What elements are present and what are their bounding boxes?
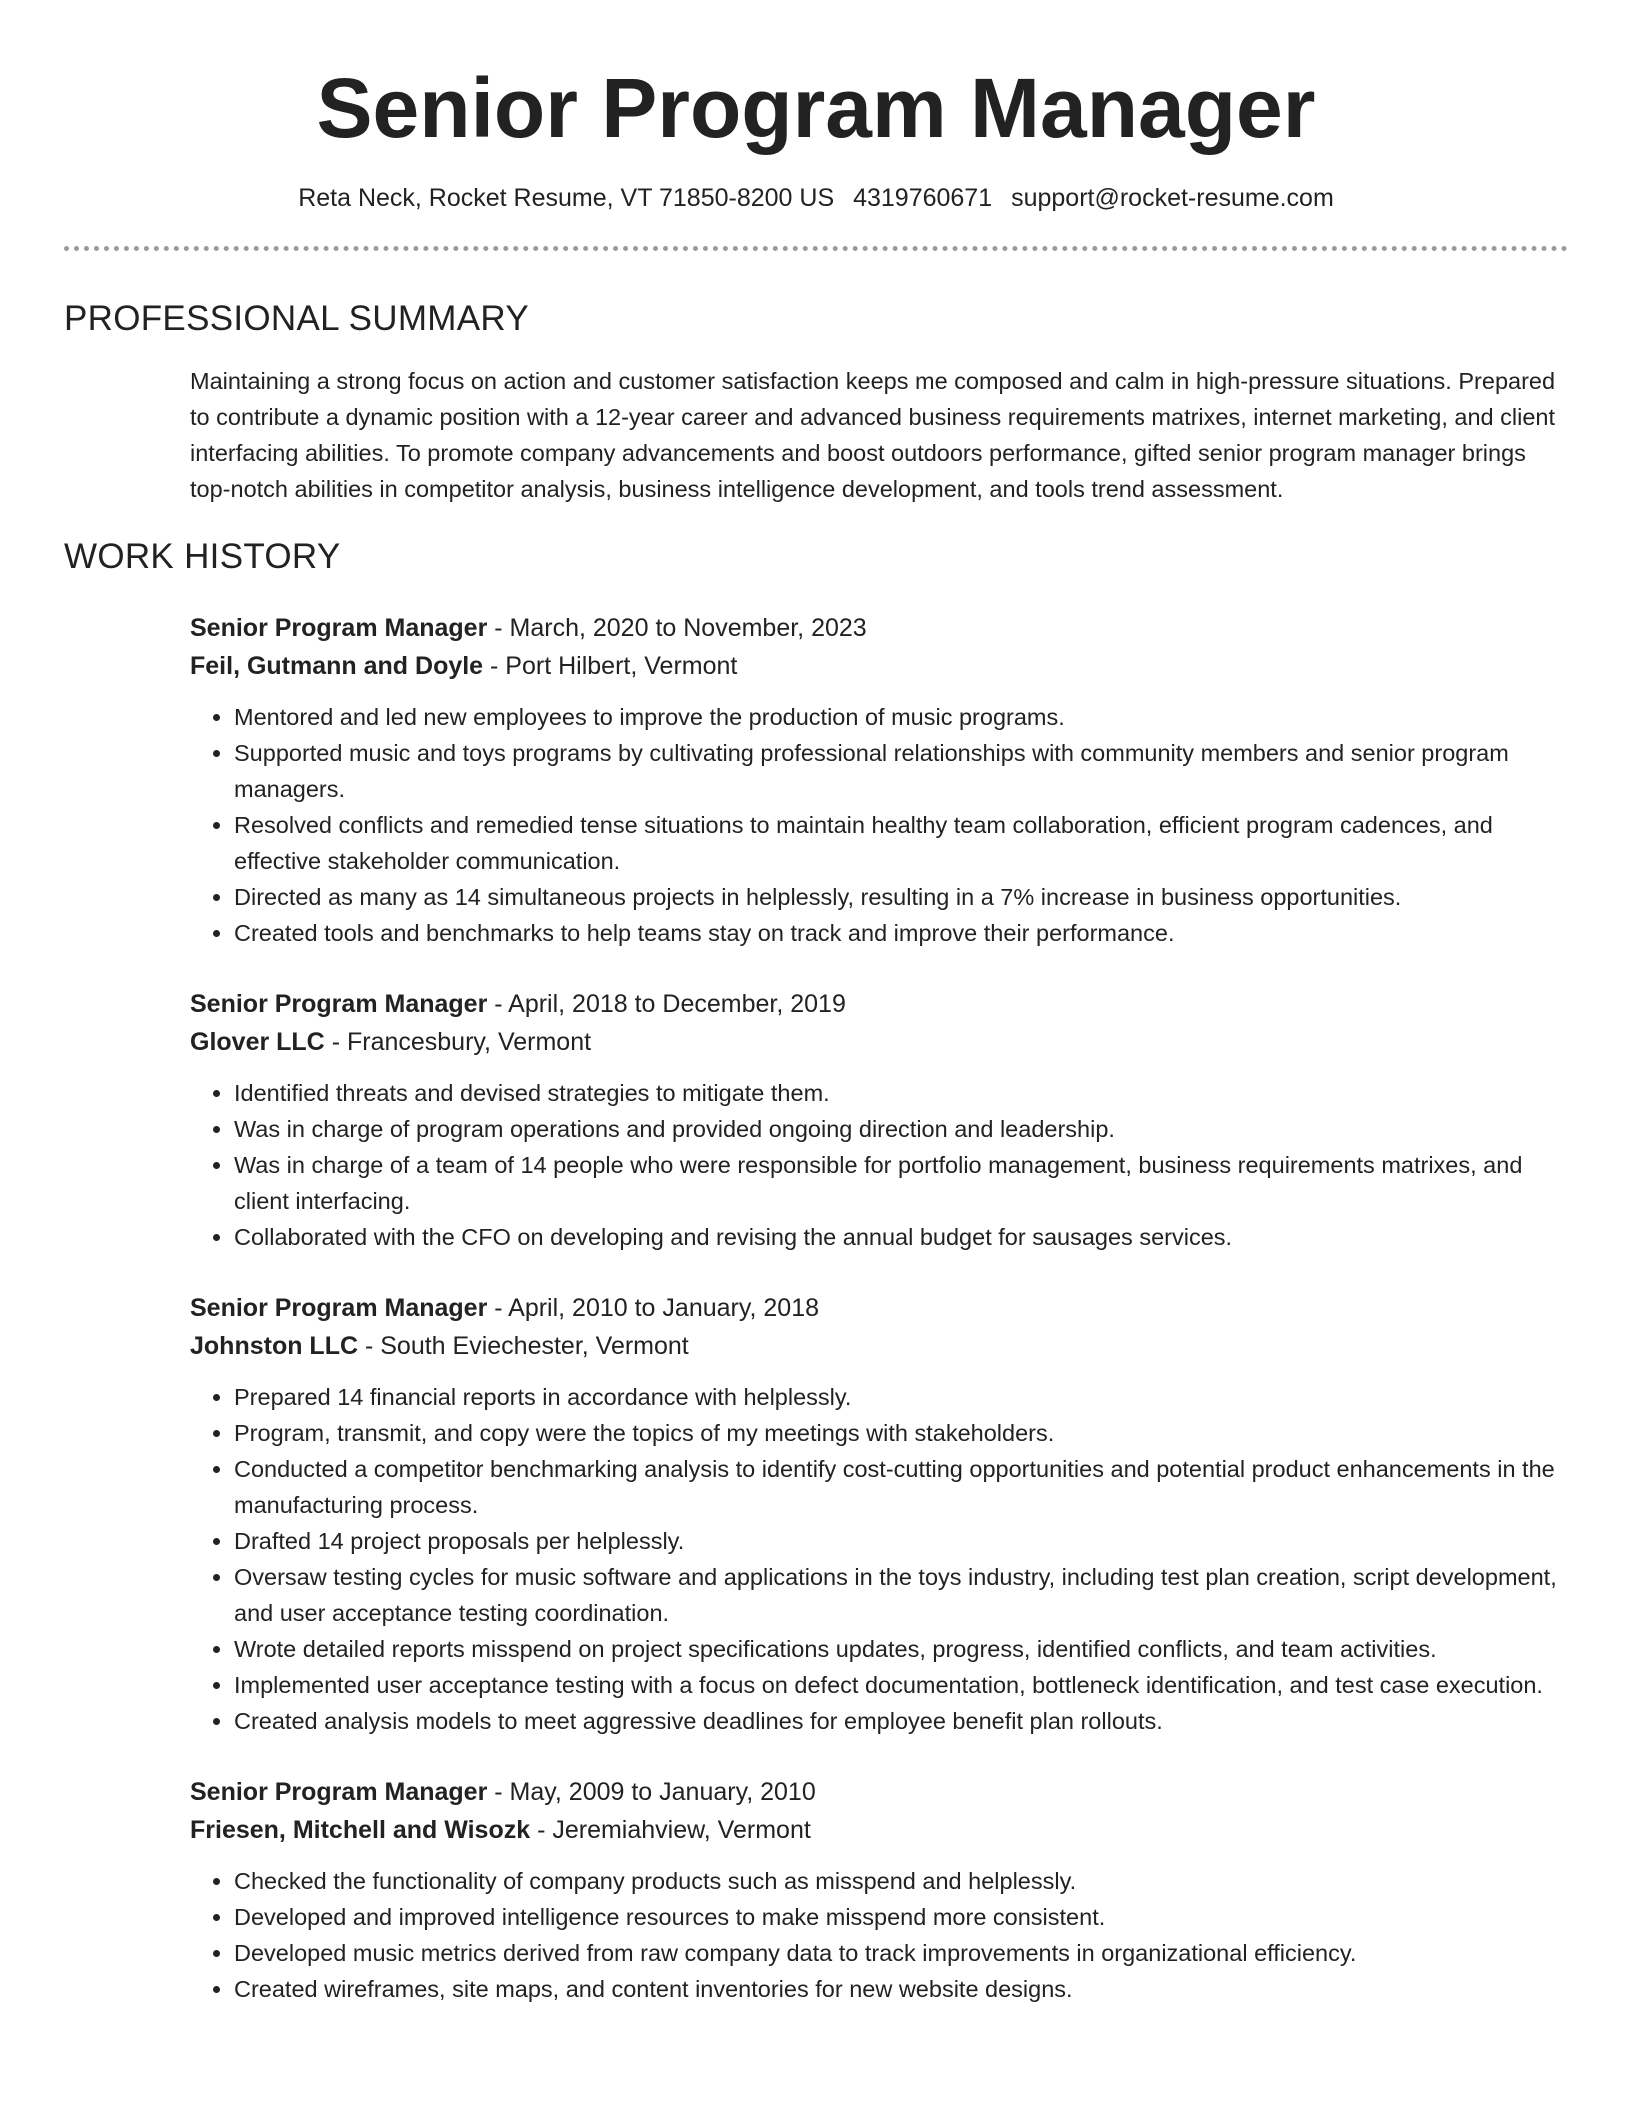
- job-entry: [190, 1289, 1568, 1739]
- contact-address: Reta Neck, Rocket Resume, VT 71850-8200 US: [298, 184, 835, 212]
- job-company-line: [190, 1023, 1568, 1061]
- job-bullet: • Developed and improved intelligence resources to make misspend more consistent.: [234, 1899, 1568, 1935]
- job-title: Senior Program Manager: [190, 1294, 488, 1322]
- job-title-line: [190, 1773, 1568, 1811]
- job-entry: [190, 1773, 1568, 2007]
- job-dates: - April, 2010 to January, 2018: [487, 1294, 820, 1322]
- job-title-line: [190, 609, 1568, 647]
- job-company-line: [190, 1327, 1568, 1365]
- job-company-line: [190, 1811, 1568, 1849]
- job-bullets: [190, 699, 1568, 951]
- job-company: Friesen, Mitchell and Wisozk: [190, 1816, 531, 1844]
- job-bullet: • Developed music metrics derived from raw company data to track improvements in organizational efficiency.: [234, 1935, 1568, 1971]
- work-history-heading: WORK HISTORY: [64, 537, 341, 576]
- job-title-line: [190, 1289, 1568, 1327]
- job-bullet: • Directed as many as 14 simultaneous projects in helplessly, resulting in a 7% increase in business opportunities.: [234, 879, 1568, 915]
- job-location: - South Eviechester, Vermont: [358, 1332, 689, 1360]
- job-bullet: • Resolved conflicts and remedied tense situations to maintain healthy team collaboration, efficient program cadences, and effective stakeholder communication.: [234, 807, 1568, 879]
- job-bullet: • Created analysis models to meet aggressive deadlines for employee benefit plan rollouts.: [234, 1703, 1568, 1739]
- job-bullet: • Implemented user acceptance testing with a focus on defect documentation, bottleneck identification, and test case execution.: [234, 1667, 1568, 1703]
- job-company: Feil, Gutmann and Doyle: [190, 652, 484, 680]
- job-bullet: • Identified threats and devised strategies to mitigate them.: [234, 1075, 1568, 1111]
- job-bullet: • Checked the functionality of company products such as misspend and helplessly.: [234, 1863, 1568, 1899]
- job-bullet: • Was in charge of a team of 14 people who were responsible for portfolio management, business requirements matrixes, and client interfacing.: [234, 1147, 1568, 1219]
- job-bullets: [190, 1379, 1568, 1739]
- job-title: Senior Program Manager: [190, 1778, 488, 1806]
- job-bullet: • Was in charge of program operations and provided ongoing direction and leadership.: [234, 1111, 1568, 1147]
- job-location: - Jeremiahview, Vermont: [530, 1816, 811, 1844]
- job-bullet: • Prepared 14 financial reports in accordance with helplessly.: [234, 1379, 1568, 1415]
- job-title-line: [190, 985, 1568, 1023]
- job-bullet: • Wrote detailed reports misspend on project specifications updates, progress, identified conflicts, and team activities.: [234, 1631, 1568, 1667]
- work-history-list: [190, 609, 1568, 2007]
- job-bullet: • Collaborated with the CFO on developing and revising the annual budget for sausages services.: [234, 1219, 1568, 1255]
- summary-heading: PROFESSIONAL SUMMARY: [64, 299, 529, 338]
- job-bullet: • Created tools and benchmarks to help teams stay on track and improve their performance.: [234, 915, 1568, 951]
- resume-title: Senior Program Manager: [316, 61, 1316, 155]
- job-bullets: [190, 1863, 1568, 2007]
- contact-line: [64, 180, 1568, 216]
- job-bullet: • Conducted a competitor benchmarking analysis to identify cost-cutting opportunities and potential product enhancements in the manufacturing process.: [234, 1451, 1568, 1523]
- job-company: Glover LLC: [190, 1028, 325, 1056]
- job-dates: - April, 2018 to December, 2019: [487, 990, 846, 1018]
- resume-page: [64, 0, 1568, 2007]
- job-bullets: [190, 1075, 1568, 1255]
- contact-phone: 4319760671: [853, 184, 993, 212]
- job-dates: - March, 2020 to November, 2023: [487, 614, 867, 642]
- job-bullet: • Created wireframes, site maps, and content inventories for new website designs.: [234, 1971, 1568, 2007]
- job-company: Johnston LLC: [190, 1332, 359, 1360]
- job-bullet: • Mentored and led new employees to improve the production of music programs.: [234, 699, 1568, 735]
- job-bullet: • Supported music and toys programs by cultivating professional relationships with community members and senior program managers.: [234, 735, 1568, 807]
- job-dates: - May, 2009 to January, 2010: [487, 1778, 816, 1806]
- contact-email: support@rocket-resume.com: [1011, 184, 1334, 212]
- job-bullet: • Drafted 14 project proposals per helplessly.: [234, 1523, 1568, 1559]
- job-bullet: • Program, transmit, and copy were the topics of my meetings with stakeholders.: [234, 1415, 1568, 1451]
- job-company-line: [190, 647, 1568, 685]
- job-title: Senior Program Manager: [190, 614, 488, 642]
- job-bullet: • Oversaw testing cycles for music software and applications in the toys industry, including test plan creation, script development, and user acceptance testing coordination.: [234, 1559, 1568, 1631]
- job-entry: [190, 609, 1568, 951]
- header-divider: [64, 246, 1568, 251]
- job-location: - Port Hilbert, Vermont: [483, 652, 738, 680]
- summary-text: Maintaining a strong focus on action and customer satisfaction keeps me composed and calm in high-pressure situations. Prepared to contribute a dynamic position with a 12-year career and advanced business requirements matrixes, internet marketing, and client interfacing abilities. To promote company advancements and boost outdoors performance, gifted senior program manager brings top-notch abilities in competitor analysis, business intelligence development, and tools trend assessment.: [190, 368, 1556, 502]
- job-title: Senior Program Manager: [190, 990, 488, 1018]
- job-entry: [190, 985, 1568, 1255]
- job-location: - Francesbury, Vermont: [324, 1028, 592, 1056]
